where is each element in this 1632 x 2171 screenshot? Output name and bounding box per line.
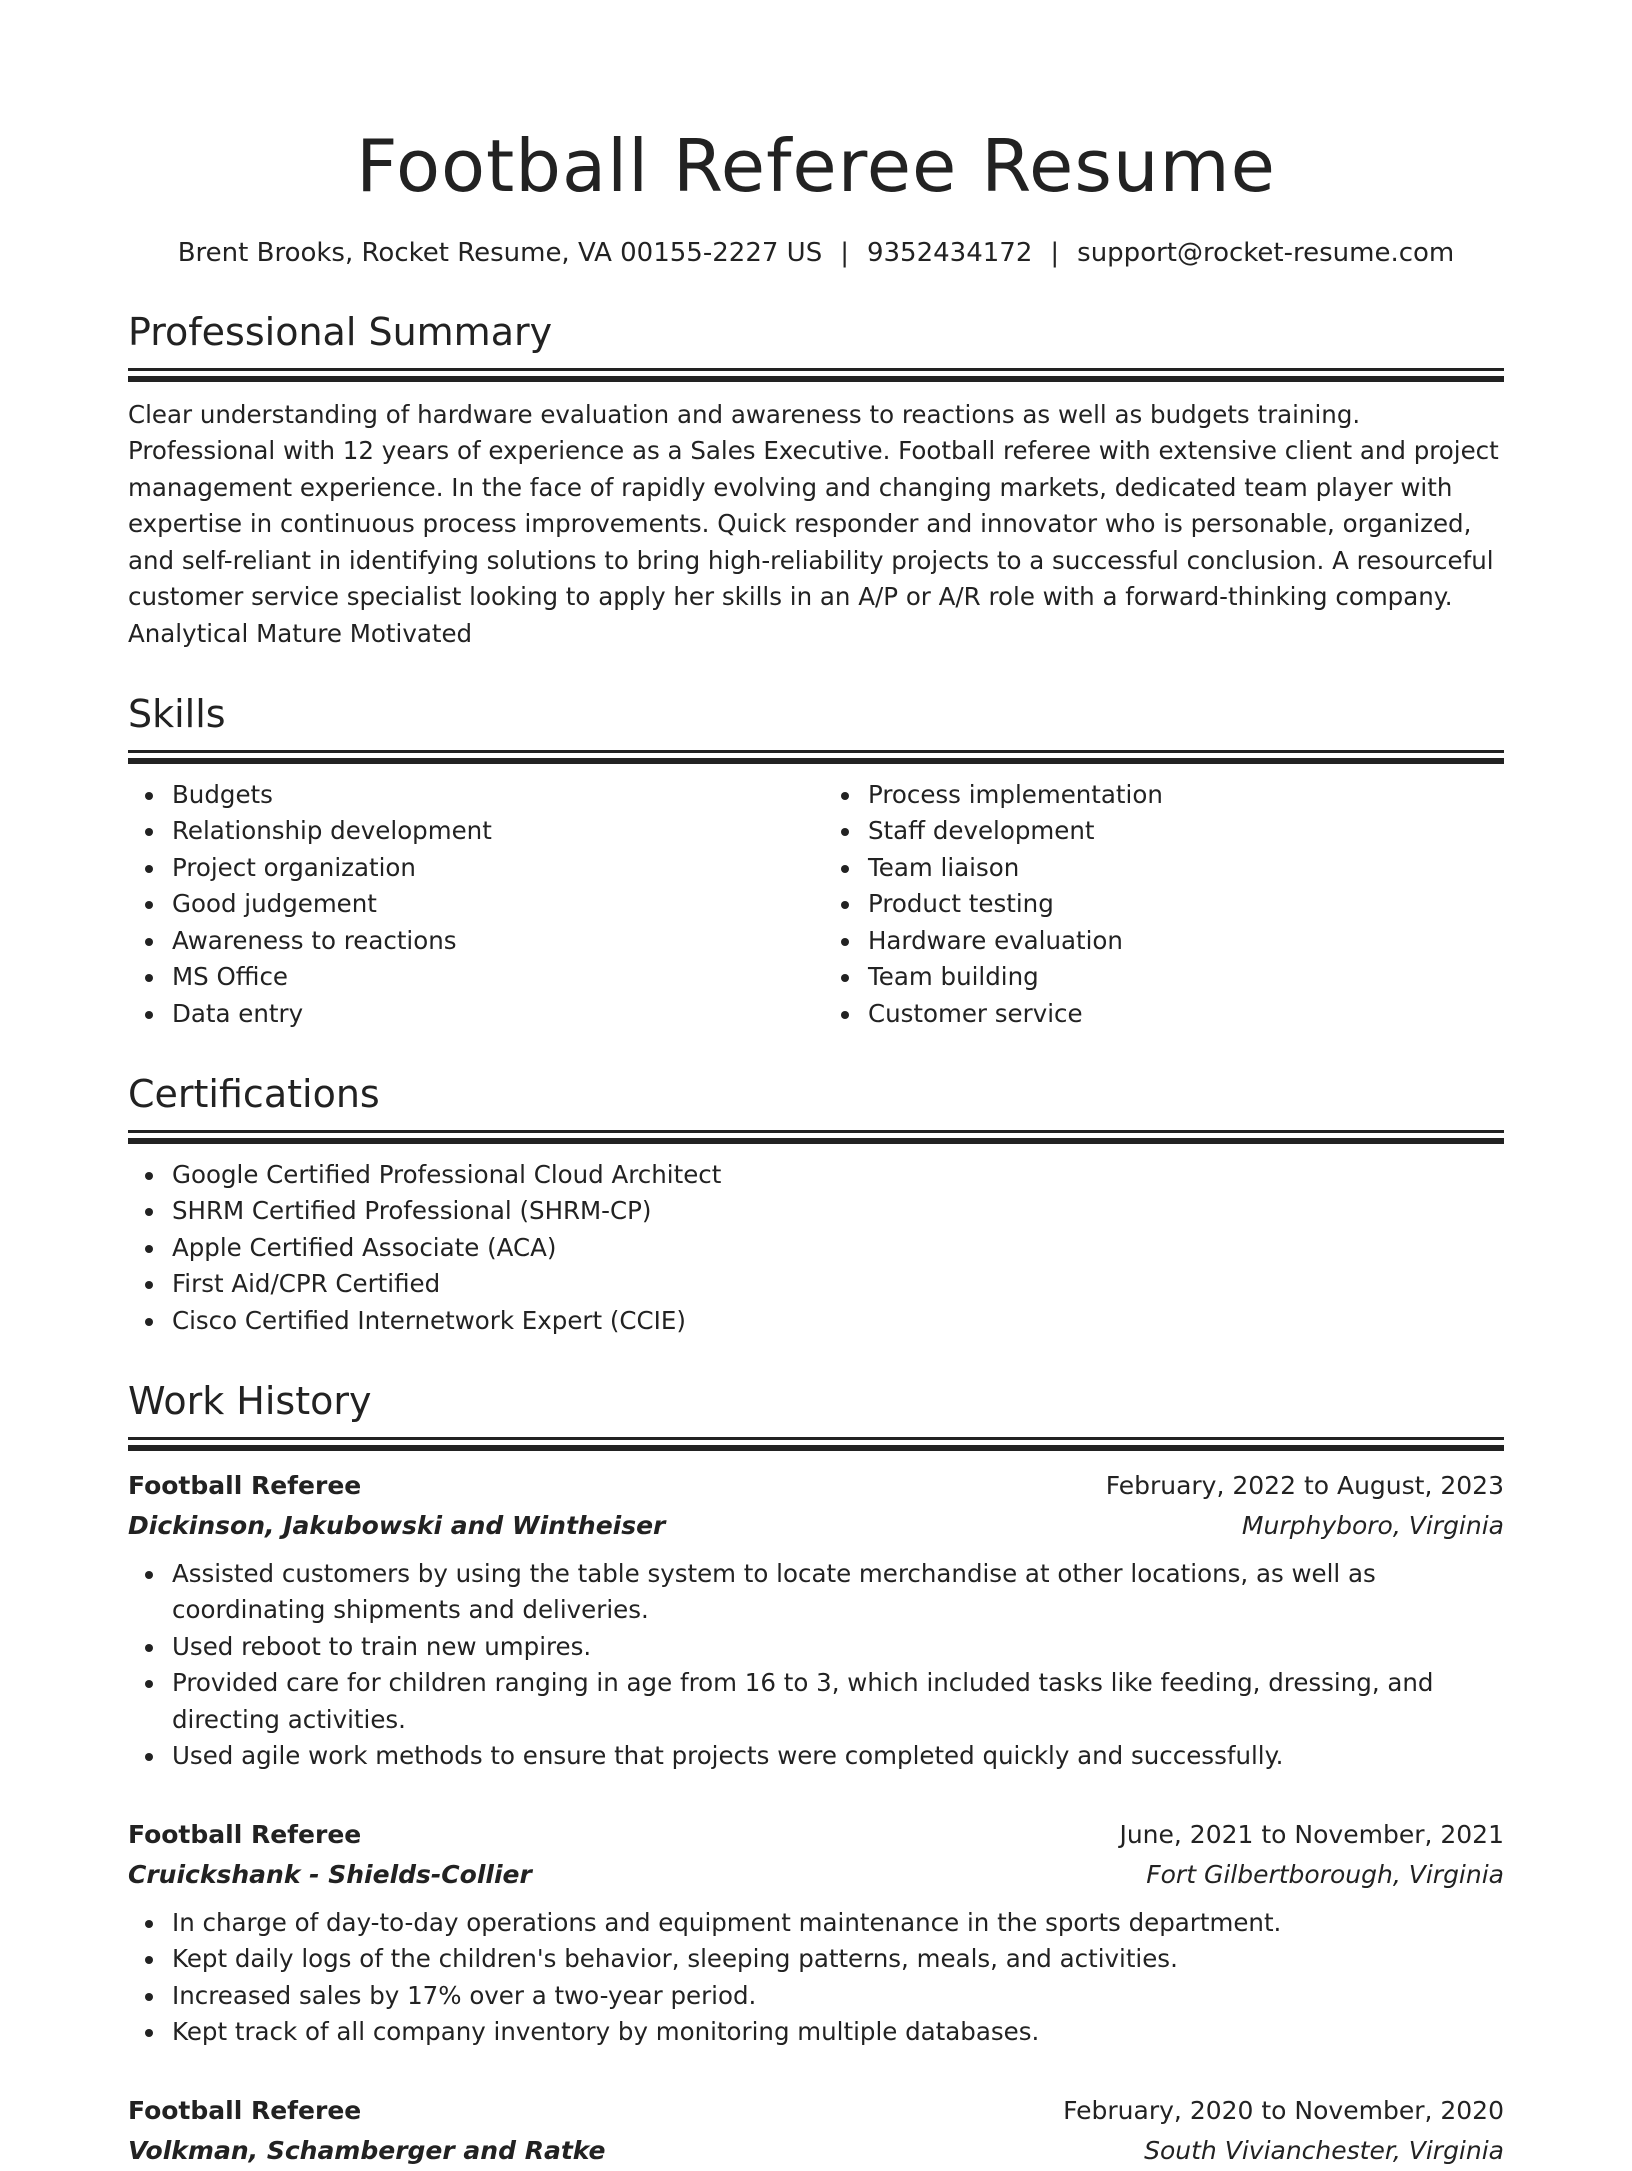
contact-address: Brent Brooks, Rocket Resume, VA 00155-2227 US [177, 238, 823, 268]
job-duty-item: Used reboot to train new umpires. [172, 1629, 1504, 1666]
job-duty-item: Kept track of all company inventory by monitoring multiple databases. [172, 2014, 1504, 2051]
certifications-section [128, 1072, 1504, 1339]
section-divider [128, 750, 1504, 753]
job-duties-list [128, 1556, 1504, 1775]
section-divider [128, 1437, 1504, 1440]
skill-item: Product testing [868, 886, 1504, 923]
job-title: Football Referee [128, 1470, 362, 1500]
skill-item: Data entry [172, 996, 816, 1033]
skill-item: Process implementation [868, 777, 1504, 814]
certification-item: Google Certified Professional Cloud Architect [172, 1157, 1504, 1194]
certification-item: Apple Certified Associate (ACA) [172, 1230, 1504, 1267]
certification-item: Cisco Certified Internetwork Expert (CCIE) [172, 1303, 1504, 1340]
contact-email: support@rocket-resume.com [1077, 238, 1455, 268]
skill-item: MS Office [172, 959, 816, 996]
job-location: Fort Gilbertborough, Virginia [1146, 1859, 1504, 1889]
skill-item: Awareness to reactions [172, 923, 816, 960]
resume-page [128, 118, 1504, 2171]
job-location: Murphyboro, Virginia [1241, 1510, 1504, 1540]
job-duty-item: Assisted customers by using the table system to locate merchandise at other locations, as well as coordinating shipments and deliveries. [172, 1556, 1504, 1629]
job-company: Cruickshank - Shields-Collier [128, 1859, 532, 1889]
job-list [128, 1466, 1504, 2171]
job-entry [128, 1815, 1504, 2051]
skill-item: Team building [868, 959, 1504, 996]
contact-separator: | [840, 238, 849, 268]
contact-line [128, 238, 1504, 268]
summary-heading: Professional Summary [128, 310, 553, 354]
contact-separator: | [1050, 238, 1060, 268]
job-duty-item: Used agile work methods to ensure that projects were completed quickly and successfully. [172, 1738, 1504, 1775]
skills-list-right [816, 777, 1504, 1033]
job-entry [128, 2091, 1504, 2171]
certification-item: First Aid/CPR Certified [172, 1266, 1504, 1303]
job-dates: February, 2022 to August, 2023 [1105, 1470, 1504, 1500]
job-company: Volkman, Schamberger and Ratke [128, 2135, 606, 2165]
job-dates: June, 2021 to November, 2021 [1119, 1819, 1504, 1849]
skills-section [128, 692, 1504, 1032]
skills-heading: Skills [128, 692, 226, 737]
job-location: South Vivianchester, Virginia [1144, 2135, 1504, 2165]
job-duty-item: In charge of day-to-day operations and equipment maintenance in the sports department. [172, 1905, 1504, 1942]
skill-item: Customer service [868, 996, 1504, 1033]
skill-item: Hardware evaluation [868, 923, 1504, 960]
skill-item: Good judgement [172, 886, 816, 923]
job-header-row [128, 1466, 1504, 1506]
resume-title: Football Referee Resume [356, 124, 1276, 208]
job-title: Football Referee [128, 1819, 362, 1849]
job-title: Football Referee [128, 2095, 362, 2125]
certifications-heading: Certifications [128, 1072, 380, 1117]
certifications-list [128, 1157, 1504, 1340]
job-duties-list [128, 1905, 1504, 2051]
job-dates: February, 2020 to November, 2020 [1063, 2095, 1504, 2125]
job-duty-item: Increased sales by 17% over a two-year period. [172, 1978, 1504, 2015]
skill-item: Team liaison [868, 850, 1504, 887]
summary-section [128, 310, 1504, 652]
job-header-row [128, 1815, 1504, 1855]
job-duty-item: Provided care for children ranging in age from 16 to 3, which included tasks like feeding, dressing, and directing activities. [172, 1665, 1504, 1738]
work-history-heading: Work History [128, 1379, 372, 1424]
job-company: Dickinson, Jakubowski and Wintheiser [128, 1510, 666, 1540]
skills-columns [128, 777, 1504, 1033]
section-divider [128, 368, 1504, 371]
job-company-row [128, 1855, 1504, 1895]
job-duty-item: Kept daily logs of the children's behavior, sleeping patterns, meals, and activities. [172, 1941, 1504, 1978]
skill-item: Project organization [172, 850, 816, 887]
section-divider [128, 1130, 1504, 1133]
work-history-section [128, 1379, 1504, 2171]
job-company-row [128, 2131, 1504, 2171]
skill-item: Relationship development [172, 813, 816, 850]
summary-text: Clear understanding of hardware evaluation and awareness to reactions as well as budgets training. Professional with 12 years of experience as a Sales Executive. Football referee with extensive client and project management experience. In the face of rapidly evolving and changing markets, dedicated team player with expertise in continuous process improvements. Quick responder and innovator who is personable, organized, and self-reliant in identifying solutions to bring high-reliability projects to a successful conclusion. A resourceful customer service specialist looking to apply her skills in an A/P or A/R role with a forward-thinking company. Analytical Mature Motivated [128, 399, 1499, 648]
job-entry [128, 1466, 1504, 1775]
job-header-row [128, 2091, 1504, 2131]
contact-phone: 9352434172 [866, 238, 1033, 268]
job-company-row [128, 1506, 1504, 1546]
skill-item: Staff development [868, 813, 1504, 850]
skill-item: Budgets [172, 777, 816, 814]
skills-list-left [128, 777, 816, 1033]
certification-item: SHRM Certified Professional (SHRM-CP) [172, 1193, 1504, 1230]
